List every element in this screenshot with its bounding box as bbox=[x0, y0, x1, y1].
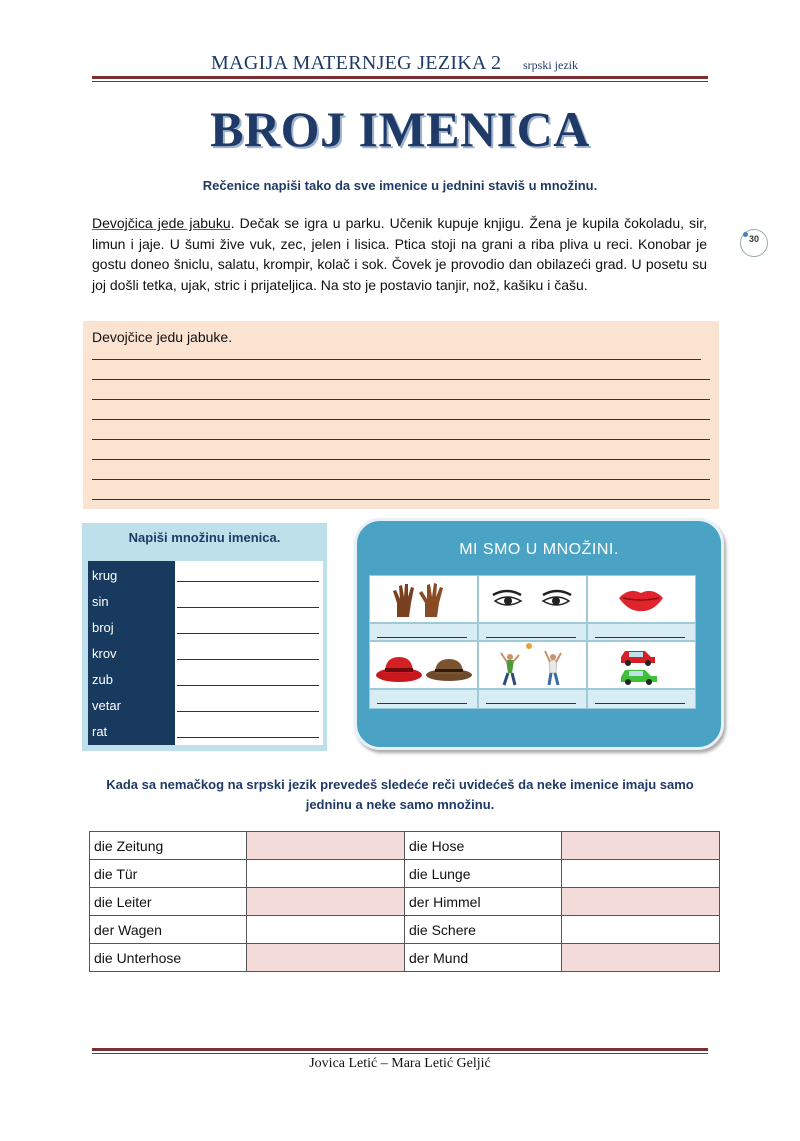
picture-answer-line[interactable] bbox=[595, 703, 685, 704]
translation-field[interactable] bbox=[562, 944, 720, 972]
answer-area bbox=[83, 321, 719, 509]
answer-column bbox=[175, 561, 323, 745]
task1-instruction: Rečenice napiši tako da sve imenice u jednini staviš u množinu. bbox=[202, 178, 598, 193]
answer-line[interactable] bbox=[92, 499, 710, 500]
picture-grid bbox=[369, 575, 696, 709]
page-number: 30 bbox=[748, 234, 759, 244]
task4-instruction: Kada sa nemačkog na srpski jezik prevedeš sledeće reči uvidećeš da neke imenice imaju samo jedninu a neke samo množinu. bbox=[106, 777, 694, 812]
eyes-icon bbox=[491, 587, 575, 613]
cars-icon bbox=[617, 643, 661, 687]
picture-panel bbox=[354, 518, 724, 750]
example-answer: Devojčice jedu jabuke. bbox=[92, 329, 233, 345]
plural-answer-line[interactable] bbox=[177, 581, 319, 582]
page-title: BROJ IMENICA bbox=[210, 101, 590, 157]
translation-field[interactable] bbox=[247, 832, 405, 860]
task1-paragraph bbox=[92, 213, 707, 295]
translation-field[interactable] bbox=[562, 832, 720, 860]
table-row bbox=[90, 916, 720, 944]
answer-line[interactable] bbox=[92, 379, 710, 380]
picture-answer-line[interactable] bbox=[595, 637, 685, 638]
page-number-badge bbox=[740, 229, 768, 257]
german-word: der Mund bbox=[405, 944, 562, 972]
picture-answer-line[interactable] bbox=[486, 703, 576, 704]
word-item: krov bbox=[92, 646, 117, 661]
lips-icon bbox=[617, 585, 665, 613]
german-word: die Schere bbox=[405, 916, 562, 944]
plural-answer-line[interactable] bbox=[177, 633, 319, 634]
word-item: rat bbox=[92, 724, 108, 739]
plural-answer-line[interactable] bbox=[177, 659, 319, 660]
word-item: sin bbox=[92, 594, 109, 609]
translation-field[interactable] bbox=[247, 860, 405, 888]
paragraph-text: . Dečak se igra u parku. Učenik kupuje knjigu. Žena je kupila čokoladu, sir, limun i jaje. U šumi žive vuk, zec, jelen i lisica. Ptica stoji na grani a riba pliva u reci. Konobar je gostu doneo šniclu, salatu, krompir, kolač i sok. Čovek je provodio dan obilazeći grad. U posetu su joj došli tetka, ujak, stric i prijateljica. Na sto je postavio tanjir, nož, kašiku i čašu. bbox=[92, 215, 707, 293]
german-word: die Tür bbox=[90, 860, 247, 888]
paragraph-example: Devojčica jede jabuku bbox=[92, 215, 231, 231]
translation-field[interactable] bbox=[562, 860, 720, 888]
translation-field[interactable] bbox=[562, 888, 720, 916]
hats-icon bbox=[375, 651, 473, 685]
header-rule bbox=[92, 76, 708, 82]
footer-rule bbox=[92, 1048, 708, 1054]
table-row bbox=[90, 944, 720, 972]
german-word: die Unterhose bbox=[90, 944, 247, 972]
footer-authors: Jovica Letić – Mara Letić Geljić bbox=[309, 1056, 491, 1071]
german-word: der Himmel bbox=[405, 888, 562, 916]
table-row bbox=[90, 832, 720, 860]
book-title: MAGIJA MATERNJEG JEZIKA 2 bbox=[211, 52, 502, 74]
boys-icon bbox=[497, 643, 571, 687]
plural-answer-line[interactable] bbox=[177, 685, 319, 686]
table-row bbox=[90, 888, 720, 916]
translation-field[interactable] bbox=[562, 916, 720, 944]
picture-answer-line[interactable] bbox=[377, 637, 467, 638]
word-item: vetar bbox=[92, 698, 121, 713]
picture-answer-line[interactable] bbox=[377, 703, 467, 704]
plural-exercise bbox=[82, 523, 327, 751]
answer-line[interactable] bbox=[92, 359, 701, 360]
word-item: broj bbox=[92, 620, 114, 635]
table-row bbox=[90, 860, 720, 888]
translation-field[interactable] bbox=[247, 888, 405, 916]
german-word: die Leiter bbox=[90, 888, 247, 916]
hands-icon bbox=[389, 577, 453, 621]
vocabulary-table bbox=[89, 831, 720, 972]
plural-answer-line[interactable] bbox=[177, 737, 319, 738]
picture-heading: MI SMO U MNOŽINI. bbox=[459, 541, 619, 558]
german-word: die Hose bbox=[405, 832, 562, 860]
translation-field[interactable] bbox=[247, 916, 405, 944]
german-word: die Lunge bbox=[405, 860, 562, 888]
word-item: zub bbox=[92, 672, 113, 687]
subject-label: srpski jezik bbox=[523, 58, 578, 72]
translation-field[interactable] bbox=[247, 944, 405, 972]
german-word: der Wagen bbox=[90, 916, 247, 944]
answer-line[interactable] bbox=[92, 399, 710, 400]
plural-answer-line[interactable] bbox=[177, 711, 319, 712]
plural-heading: Napiši množinu imenica. bbox=[128, 530, 281, 545]
answer-line[interactable] bbox=[92, 479, 710, 480]
german-word: die Zeitung bbox=[90, 832, 247, 860]
answer-line[interactable] bbox=[92, 439, 710, 440]
answer-line[interactable] bbox=[92, 419, 710, 420]
plural-answer-line[interactable] bbox=[177, 607, 319, 608]
picture-answer-line[interactable] bbox=[486, 637, 576, 638]
answer-line[interactable] bbox=[92, 459, 710, 460]
word-item: krug bbox=[92, 568, 118, 583]
